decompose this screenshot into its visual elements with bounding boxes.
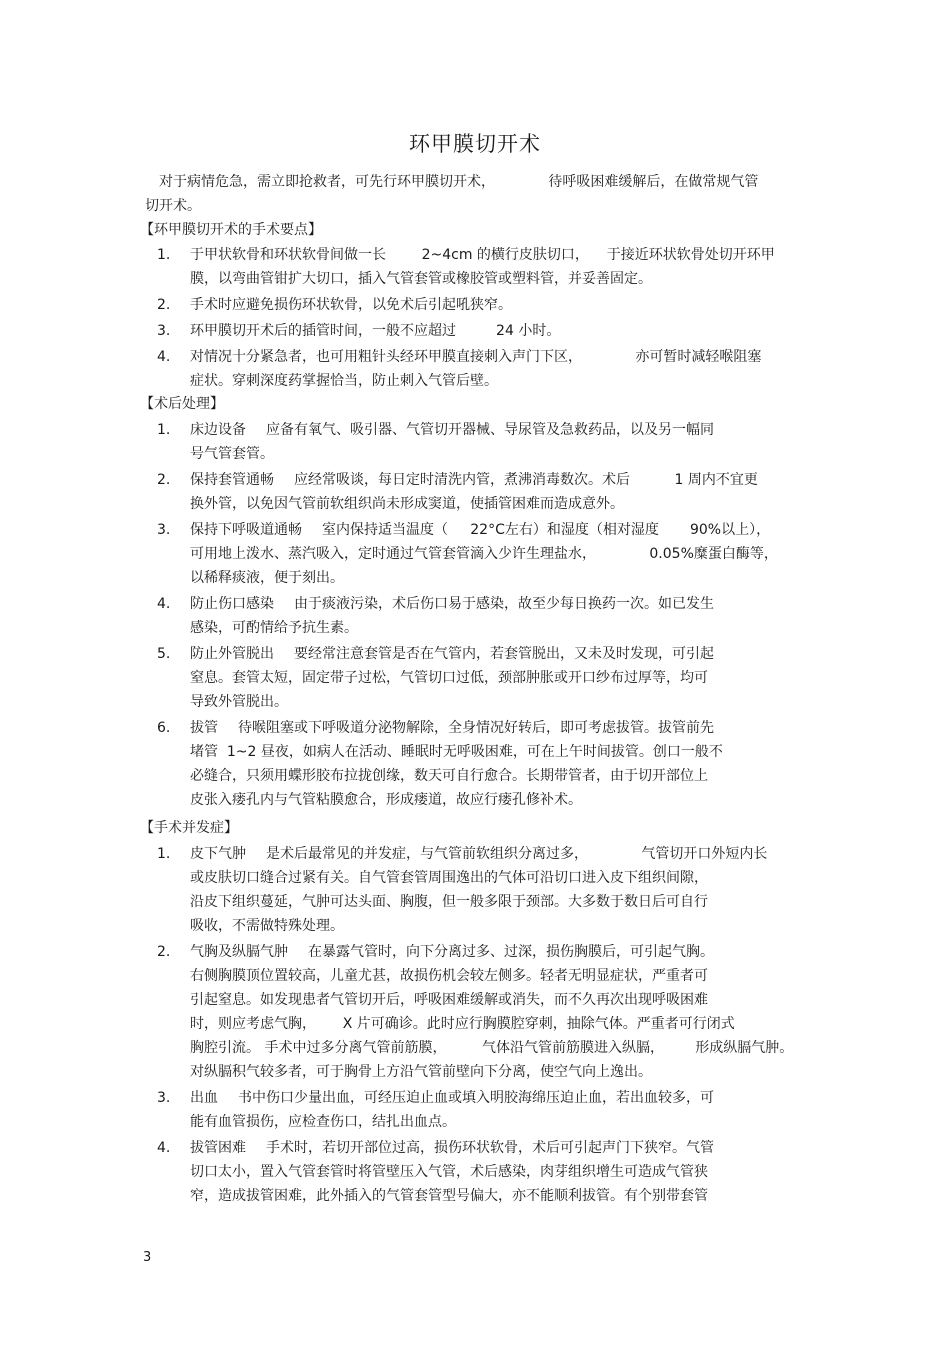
item-line: 或皮肤切口缝合过紧有关。自气管套管周围逸出的气体可沿切口进入皮下组织间隙，: [190, 870, 708, 886]
section-heading-surgery-points: 【环甲膜切开术的手术要点】: [140, 222, 322, 238]
item-number: 1.: [157, 247, 171, 263]
item-line: 室内保持适当温度（ 22°C左右）和湿度（相对湿度 90%以上），: [322, 522, 771, 538]
item-heading: 床边设备: [190, 422, 246, 438]
list-item: [157, 243, 807, 291]
item-number: 2.: [157, 944, 171, 960]
item-line: 窄，造成拔管困难，此外插入的气管套管型号偏大，亦不能顺利拔管。有个别带套管: [190, 1188, 708, 1204]
list-item: [157, 1086, 807, 1134]
list-complications: [157, 842, 807, 1208]
item-heading: 保持套管通畅: [190, 472, 274, 488]
list-item: [157, 842, 807, 938]
item-number: 1.: [157, 846, 171, 862]
item-line: 症状。穿刺深度药掌握恰当，防止刺入气管后壁。: [190, 373, 498, 389]
item-number: 1.: [157, 422, 171, 438]
item-line: 待喉阻塞或下呼吸道分泌物解除，全身情况好转后，即可考虑拔管。拔管前先: [238, 720, 714, 736]
item-number: 4.: [157, 1140, 171, 1156]
item-line: 由于痰液污染，术后伤口易于感染，故至少每日换药一次。如已发生: [294, 596, 714, 612]
item-number: 3.: [157, 522, 171, 538]
item-heading: 拔管困难: [190, 1140, 246, 1156]
item-line: 膜，以弯曲管钳扩大切口，插入气管套管或橡胶管或塑料管，并妥善固定。: [190, 271, 652, 287]
item-line: 能有血管损伤，应检查伤口，结扎出血点。: [190, 1114, 456, 1130]
item-line: 时，则应考虑气胸， X 片可确诊。此时应行胸膜腔穿刺，抽除气体。严重者可行闭式: [190, 1016, 735, 1032]
item-line: 沿皮下组织蔓延，气肿可达头面、胸腹，但一般多限于颈部。大多数于数日后可自行: [190, 894, 708, 910]
list-item: [157, 293, 807, 317]
intro-paragraph: [145, 170, 805, 218]
section-heading-postop-care: 【术后处理】: [140, 396, 224, 412]
list-item: [157, 319, 807, 343]
list-surgery-points: [157, 243, 807, 393]
item-line: 应备有氧气、吸引器、气管切开器械、导尿管及急救药品，以及另一幅同: [266, 422, 714, 438]
item-line: 手术时应避免损伤环状软骨，以免术后引起吼狭窄。: [190, 297, 512, 313]
item-line: 书中伤口少量出血，可经压迫止血或填入明胶海绵压迫止血，若出血较多，可: [238, 1090, 714, 1106]
item-line: 环甲膜切开术后的插管时间，一般不应超过 24 小时。: [190, 323, 561, 339]
list-item: [157, 592, 807, 640]
item-number: 3.: [157, 323, 171, 339]
item-heading: 防止伤口感染: [190, 596, 274, 612]
item-number: 4.: [157, 349, 171, 365]
item-line: 可用地上泼水、蒸汽吸入，定时通过气管套管滴入少许生理盐水， 0.05%糜蛋白酶等，: [190, 546, 778, 562]
item-line: 导致外管脱出。: [190, 694, 288, 710]
item-heading: 出血: [190, 1090, 218, 1106]
item-line: 切口太小，置入气管套管时将管壁压入气管，术后感染，肉芽组织增生可造成气管狭: [190, 1164, 708, 1180]
item-line: 对情况十分紧急者，也可用粗针头经环甲膜直接刺入声门下区， 亦可暂时减轻喉阻塞: [190, 349, 762, 365]
item-number: 5.: [157, 646, 171, 662]
item-line: 要经常注意套管是否在气管内，若套管脱出，又未及时发现，可引起: [294, 646, 714, 662]
item-line: 在暴露气管时，向下分离过多、过深，损伤胸膜后，可引起气胸。: [308, 944, 714, 960]
list-item: [157, 642, 807, 714]
item-number: 4.: [157, 596, 171, 612]
item-line: 感染，可酌情给予抗生素。: [190, 620, 358, 636]
intro-line: 对于病情危急，需立即抢救者，可先行环甲膜切开术， 待呼吸困难缓解后，在做常规气管: [159, 174, 759, 190]
item-line: 皮张入瘘孔内与气管粘膜愈合，形成瘘道，故应行瘘孔修补术。: [190, 792, 582, 808]
list-item: [157, 345, 807, 393]
item-number: 6.: [157, 720, 171, 736]
list-item: [157, 468, 807, 516]
page-title: 环甲膜切开术: [409, 132, 541, 156]
item-line: 是术后最常见的并发症，与气管前软组织分离过多， 气管切开口外短内长: [266, 846, 768, 862]
item-number: 3.: [157, 1090, 171, 1106]
page-number: 3: [143, 1250, 152, 1265]
list-item: [157, 418, 807, 466]
list-item: [157, 518, 807, 590]
item-line: 右侧胸膜顶位置较高，儿童尤甚，故损伤机会较左侧多。轻者无明显症状，严重者可: [190, 968, 708, 984]
item-heading: 保持下呼吸道通畅: [190, 522, 302, 538]
list-item: [157, 940, 807, 1084]
intro-line: 切开术。: [145, 198, 201, 214]
item-number: 2.: [157, 297, 171, 313]
item-number: 2.: [157, 472, 171, 488]
item-heading: 防止外管脱出: [190, 646, 274, 662]
item-line: 手术时，若切开部位过高，损伤环状软骨，术后可引起声门下狭窄。气管: [266, 1140, 714, 1156]
item-heading: 拔管: [190, 720, 218, 736]
item-heading: 皮下气肿: [190, 846, 246, 862]
item-line: 以稀释痰液，便于刻出。: [190, 570, 344, 586]
item-line: 必缝合，只须用蝶形胶布拉拢创缘，数天可自行愈合。长期带管者，由于切开部位上: [190, 768, 708, 784]
item-line: 应经常吸谈，每日定时清洗内管，煮沸消毒数次。术后 1 周内不宜更: [294, 472, 758, 488]
item-line: 号气管套管。: [190, 446, 274, 462]
list-item: [157, 716, 807, 812]
item-line: 吸收，不需做特殊处理。: [190, 918, 344, 934]
item-line: 窒息。套管太短，固定带子过松，气管切口过低，颈部肿胀或开口纱布过厚等，均可: [190, 670, 708, 686]
list-postop-care: [157, 418, 807, 812]
item-heading: 气胸及纵膈气肿: [190, 944, 288, 960]
item-line: 堵管 1~2 昼夜，如病人在活动、睡眠时无呼吸困难，可在上午时间拔管。创口一般不: [190, 744, 723, 760]
item-line: 胸腔引流。 手术中过多分离气管前筋膜， 气体沿气管前筋膜进入纵膈， 形成纵膈气肿。: [190, 1040, 794, 1056]
section-heading-complications: 【手术并发症】: [140, 820, 238, 836]
item-line: 换外管，以免因气管前软组织尚未形成窦道，使插管困难而造成意外。: [190, 496, 624, 512]
list-item: [157, 1136, 807, 1208]
item-line: 对纵膈积气较多者，可于胸骨上方沿气管前壁向下分离，使空气向上逸出。: [190, 1064, 652, 1080]
item-line: 于甲状软骨和环状软骨间做一长 2~4cm 的横行皮肤切口， 于接近环状软骨处切开环甲: [190, 247, 775, 263]
item-line: 引起窒息。如发现患者气管切开后，呼吸困难缓解或消失，而不久再次出现呼吸困难: [190, 992, 708, 1008]
